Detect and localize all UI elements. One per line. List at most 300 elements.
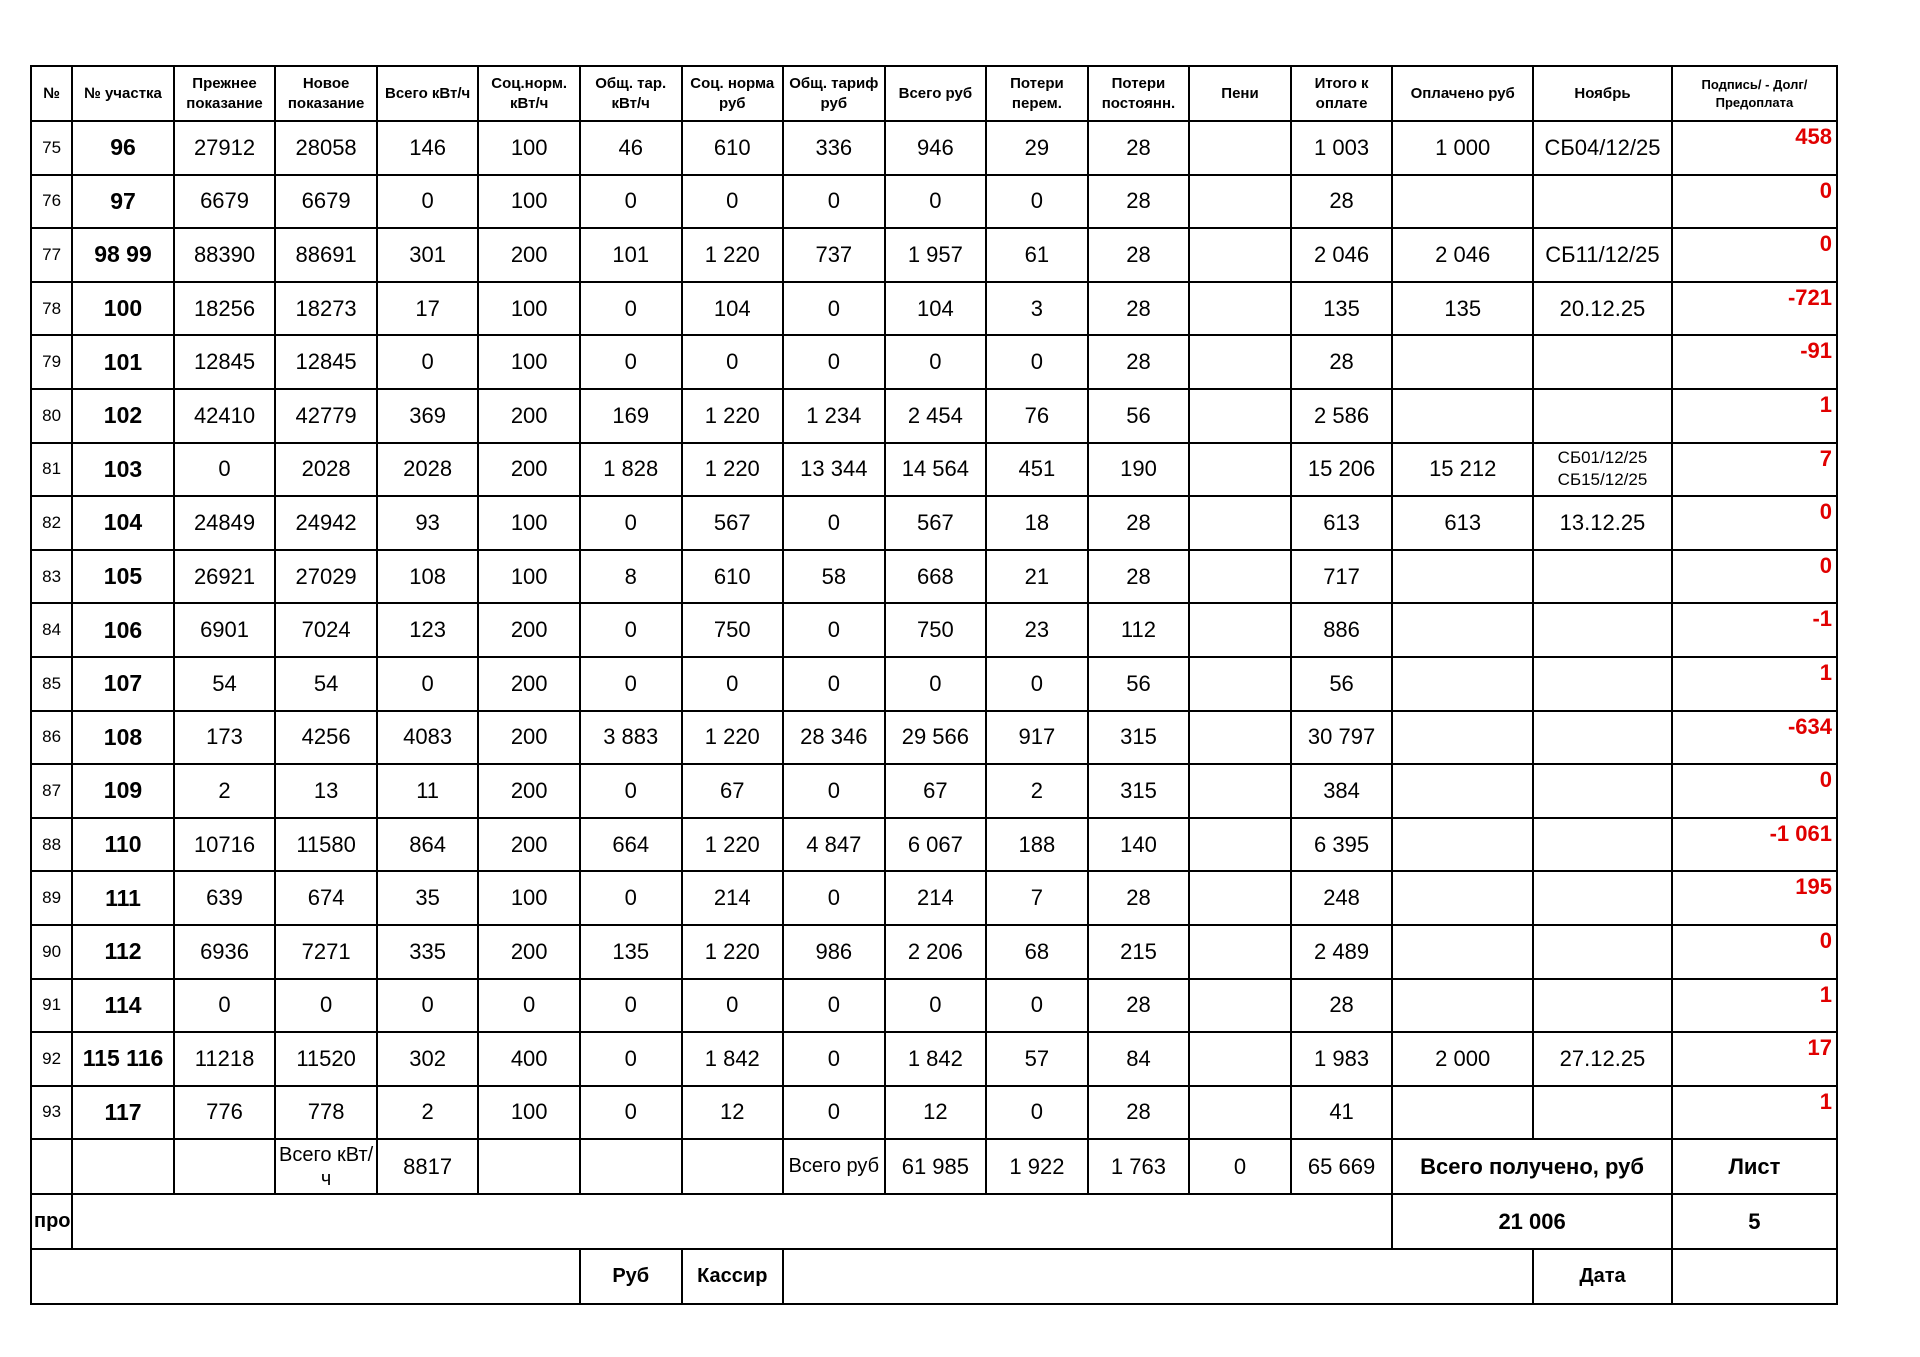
cell-total-kwh: 864 xyxy=(377,818,479,872)
cell-loss-var: 76 xyxy=(986,389,1088,443)
cell-soc-norm-rub: 1 842 xyxy=(682,1032,784,1086)
table-row xyxy=(31,335,1837,389)
cell-loss-const: 28 xyxy=(1088,979,1190,1033)
cell-paid: 135 xyxy=(1392,282,1533,336)
cell-gen-tar-kwh: 0 xyxy=(580,603,682,657)
cell-prev: 88390 xyxy=(174,228,276,282)
cell-total-rub: 668 xyxy=(885,550,987,604)
cell-gen-tar-kwh: 1 828 xyxy=(580,443,682,497)
cell-soc-norm-kwh: 100 xyxy=(478,496,580,550)
cell-gen-tar-kwh: 0 xyxy=(580,282,682,336)
cell-loss-const: 56 xyxy=(1088,389,1190,443)
cell-new: 24942 xyxy=(275,496,377,550)
blank-cell xyxy=(31,1249,580,1304)
cell-new: 13 xyxy=(275,764,377,818)
cell-balance: 195 xyxy=(1672,871,1837,925)
cell-gen-tar-rub: 0 xyxy=(783,335,885,389)
cell-num: 83 xyxy=(31,550,72,604)
cell-paid xyxy=(1392,335,1533,389)
cell-total-kwh: 146 xyxy=(377,121,479,175)
cell-soc-norm-rub: 1 220 xyxy=(682,925,784,979)
cell-soc-norm-kwh: 200 xyxy=(478,711,580,765)
cell-total-kwh: 335 xyxy=(377,925,479,979)
cell-penalty xyxy=(1189,389,1291,443)
cell-num: 91 xyxy=(31,979,72,1033)
cell-soc-norm-kwh: 100 xyxy=(478,550,580,604)
table-row xyxy=(31,175,1837,229)
totals-empty-cell xyxy=(174,1139,276,1194)
cell-month xyxy=(1533,550,1672,604)
cell-balance: 0 xyxy=(1672,228,1837,282)
cell-gen-tar-rub: 0 xyxy=(783,764,885,818)
cell-loss-var: 21 xyxy=(986,550,1088,604)
table-row xyxy=(31,228,1837,282)
total-rub-label: Всего руб xyxy=(783,1139,885,1194)
cell-to-pay: 28 xyxy=(1291,175,1393,229)
cell-gen-tar-kwh: 0 xyxy=(580,871,682,925)
cell-month xyxy=(1533,1086,1672,1140)
cell-prev: 12845 xyxy=(174,335,276,389)
cell-loss-var: 0 xyxy=(986,979,1088,1033)
cell-balance: 7 xyxy=(1672,443,1837,497)
cell-gen-tar-rub: 0 xyxy=(783,979,885,1033)
totals-empty-cell xyxy=(478,1139,580,1194)
cell-soc-norm-kwh: 200 xyxy=(478,389,580,443)
cell-loss-var: 57 xyxy=(986,1032,1088,1086)
cell-paid xyxy=(1392,925,1533,979)
cell-month xyxy=(1533,979,1672,1033)
col-header-total-rub: Всего руб xyxy=(885,66,987,121)
cell-total-kwh: 2028 xyxy=(377,443,479,497)
cell-total-kwh: 4083 xyxy=(377,711,479,765)
cell-new: 6679 xyxy=(275,175,377,229)
cell-plot: 101 xyxy=(72,335,174,389)
cell-month: 13.12.25 xyxy=(1533,496,1672,550)
cell-num: 81 xyxy=(31,443,72,497)
cell-loss-const: 315 xyxy=(1088,764,1190,818)
col-header-loss-var: Потери перем. xyxy=(986,66,1088,121)
totals-empty-cell xyxy=(580,1139,682,1194)
totals-row xyxy=(31,1139,1837,1194)
cell-new: 4256 xyxy=(275,711,377,765)
cell-soc-norm-kwh: 400 xyxy=(478,1032,580,1086)
cell-balance: 1 xyxy=(1672,1086,1837,1140)
cell-total-rub: 0 xyxy=(885,335,987,389)
cell-paid: 2 046 xyxy=(1392,228,1533,282)
cell-gen-tar-rub: 986 xyxy=(783,925,885,979)
cell-gen-tar-rub: 0 xyxy=(783,1032,885,1086)
cell-gen-tar-kwh: 0 xyxy=(580,657,682,711)
cell-loss-const: 215 xyxy=(1088,925,1190,979)
cell-total-rub: 567 xyxy=(885,496,987,550)
cell-penalty xyxy=(1189,1032,1291,1086)
cell-to-pay: 15 206 xyxy=(1291,443,1393,497)
cell-soc-norm-kwh: 200 xyxy=(478,603,580,657)
total-received-value: 21 006 xyxy=(1392,1194,1672,1249)
cell-new: 27029 xyxy=(275,550,377,604)
cell-total-rub: 6 067 xyxy=(885,818,987,872)
cell-soc-norm-rub: 1 220 xyxy=(682,228,784,282)
cell-total-rub: 104 xyxy=(885,282,987,336)
cell-plot: 114 xyxy=(72,979,174,1033)
cell-gen-tar-kwh: 0 xyxy=(580,335,682,389)
cell-loss-const: 84 xyxy=(1088,1032,1190,1086)
clipped-label: про xyxy=(31,1194,72,1249)
cell-total-rub: 12 xyxy=(885,1086,987,1140)
cell-soc-norm-kwh: 200 xyxy=(478,925,580,979)
cell-to-pay: 30 797 xyxy=(1291,711,1393,765)
table-row xyxy=(31,818,1837,872)
cell-plot: 97 xyxy=(72,175,174,229)
table-row xyxy=(31,282,1837,336)
cell-month xyxy=(1533,925,1672,979)
rub-label: Руб xyxy=(580,1249,682,1304)
cell-gen-tar-kwh: 0 xyxy=(580,764,682,818)
cell-num: 80 xyxy=(31,389,72,443)
cell-balance: 0 xyxy=(1672,496,1837,550)
col-header-paid: Оплачено руб xyxy=(1392,66,1533,121)
cell-total-rub: 14 564 xyxy=(885,443,987,497)
cell-prev: 10716 xyxy=(174,818,276,872)
cell-loss-var: 7 xyxy=(986,871,1088,925)
cell-paid xyxy=(1392,389,1533,443)
cell-loss-const: 28 xyxy=(1088,1086,1190,1140)
cell-month xyxy=(1533,818,1672,872)
cell-total-rub: 946 xyxy=(885,121,987,175)
cell-balance: 0 xyxy=(1672,550,1837,604)
total-received-label: Всего получено, руб xyxy=(1392,1139,1672,1194)
col-header-month: Ноябрь xyxy=(1533,66,1672,121)
cell-balance: -91 xyxy=(1672,335,1837,389)
table-row xyxy=(31,925,1837,979)
cell-loss-var: 917 xyxy=(986,711,1088,765)
cell-gen-tar-rub: 336 xyxy=(783,121,885,175)
cell-gen-tar-kwh: 0 xyxy=(580,979,682,1033)
cell-soc-norm-rub: 1 220 xyxy=(682,389,784,443)
cell-new: 7271 xyxy=(275,925,377,979)
cell-penalty xyxy=(1189,335,1291,389)
col-header-gen-tar-rub: Общ. тариф руб xyxy=(783,66,885,121)
cell-soc-norm-kwh: 0 xyxy=(478,979,580,1033)
cell-total-rub: 2 454 xyxy=(885,389,987,443)
cell-new: 12845 xyxy=(275,335,377,389)
cell-month xyxy=(1533,603,1672,657)
cell-soc-norm-rub: 1 220 xyxy=(682,443,784,497)
cell-gen-tar-kwh: 169 xyxy=(580,389,682,443)
cell-balance: 1 xyxy=(1672,389,1837,443)
cell-penalty xyxy=(1189,282,1291,336)
cell-gen-tar-rub: 58 xyxy=(783,550,885,604)
cell-soc-norm-rub: 0 xyxy=(682,335,784,389)
cell-total-kwh: 0 xyxy=(377,657,479,711)
table-row xyxy=(31,979,1837,1033)
cell-soc-norm-kwh: 100 xyxy=(478,871,580,925)
cell-soc-norm-kwh: 200 xyxy=(478,443,580,497)
cell-gen-tar-kwh: 101 xyxy=(580,228,682,282)
cell-paid: 613 xyxy=(1392,496,1533,550)
cell-total-kwh: 0 xyxy=(377,335,479,389)
cell-plot: 109 xyxy=(72,764,174,818)
cell-paid xyxy=(1392,818,1533,872)
cell-to-pay: 28 xyxy=(1291,979,1393,1033)
cell-gen-tar-kwh: 8 xyxy=(580,550,682,604)
table-row xyxy=(31,550,1837,604)
cell-total-kwh: 35 xyxy=(377,871,479,925)
cashier-signature-field xyxy=(783,1249,1533,1304)
cell-prev: 639 xyxy=(174,871,276,925)
cell-penalty xyxy=(1189,175,1291,229)
table-body xyxy=(31,121,1837,1139)
cell-to-pay: 717 xyxy=(1291,550,1393,604)
total-kwh-value: 8817 xyxy=(377,1139,479,1194)
cell-total-kwh: 0 xyxy=(377,175,479,229)
cell-soc-norm-rub: 610 xyxy=(682,121,784,175)
cell-to-pay: 41 xyxy=(1291,1086,1393,1140)
cell-new: 28058 xyxy=(275,121,377,175)
cell-balance: 458 xyxy=(1672,121,1837,175)
cell-num: 87 xyxy=(31,764,72,818)
cell-penalty xyxy=(1189,550,1291,604)
cell-balance: 0 xyxy=(1672,764,1837,818)
cell-loss-var: 61 xyxy=(986,228,1088,282)
cell-loss-var: 29 xyxy=(986,121,1088,175)
cell-loss-var: 0 xyxy=(986,175,1088,229)
cell-paid xyxy=(1392,1086,1533,1140)
col-header-soc-norm-kwh: Соц.норм. кВт/ч xyxy=(478,66,580,121)
cell-soc-norm-rub: 104 xyxy=(682,282,784,336)
cell-loss-const: 28 xyxy=(1088,175,1190,229)
cell-plot: 102 xyxy=(72,389,174,443)
cell-soc-norm-kwh: 100 xyxy=(478,175,580,229)
cell-paid xyxy=(1392,603,1533,657)
cell-num: 85 xyxy=(31,657,72,711)
cell-new: 7024 xyxy=(275,603,377,657)
cell-month: 27.12.25 xyxy=(1533,1032,1672,1086)
totals-empty-cell xyxy=(72,1139,174,1194)
cell-soc-norm-rub: 567 xyxy=(682,496,784,550)
totals-empty-cell xyxy=(31,1139,72,1194)
table-row xyxy=(31,603,1837,657)
cell-num: 75 xyxy=(31,121,72,175)
cell-soc-norm-kwh: 200 xyxy=(478,818,580,872)
cell-total-kwh: 301 xyxy=(377,228,479,282)
cell-soc-norm-rub: 214 xyxy=(682,871,784,925)
sheet-label: Лист xyxy=(1672,1139,1837,1194)
cell-gen-tar-rub: 737 xyxy=(783,228,885,282)
cell-prev: 173 xyxy=(174,711,276,765)
table-row xyxy=(31,764,1837,818)
cell-num: 76 xyxy=(31,175,72,229)
cell-total-rub: 0 xyxy=(885,657,987,711)
cell-gen-tar-rub: 0 xyxy=(783,282,885,336)
cell-penalty xyxy=(1189,603,1291,657)
cell-gen-tar-rub: 0 xyxy=(783,1086,885,1140)
cell-total-rub: 29 566 xyxy=(885,711,987,765)
cell-month: 20.12.25 xyxy=(1533,282,1672,336)
cell-soc-norm-kwh: 200 xyxy=(478,764,580,818)
cell-balance: 1 xyxy=(1672,979,1837,1033)
cell-penalty xyxy=(1189,657,1291,711)
cell-gen-tar-kwh: 135 xyxy=(580,925,682,979)
cell-paid xyxy=(1392,657,1533,711)
cell-paid: 2 000 xyxy=(1392,1032,1533,1086)
cell-to-pay: 1 983 xyxy=(1291,1032,1393,1086)
cell-plot: 106 xyxy=(72,603,174,657)
cell-penalty xyxy=(1189,496,1291,550)
cell-paid xyxy=(1392,175,1533,229)
cell-soc-norm-kwh: 100 xyxy=(478,335,580,389)
cell-loss-var: 188 xyxy=(986,818,1088,872)
cell-gen-tar-kwh: 664 xyxy=(580,818,682,872)
cell-gen-tar-rub: 0 xyxy=(783,603,885,657)
cell-prev: 0 xyxy=(174,443,276,497)
cell-paid: 1 000 xyxy=(1392,121,1533,175)
cell-plot: 100 xyxy=(72,282,174,336)
cell-num: 77 xyxy=(31,228,72,282)
cell-loss-var: 68 xyxy=(986,925,1088,979)
table-row xyxy=(31,871,1837,925)
cell-prev: 0 xyxy=(174,979,276,1033)
cell-gen-tar-rub: 1 234 xyxy=(783,389,885,443)
cell-balance: -721 xyxy=(1672,282,1837,336)
cell-penalty xyxy=(1189,818,1291,872)
header-row xyxy=(31,66,1837,121)
cell-total-kwh: 17 xyxy=(377,282,479,336)
cell-plot: 103 xyxy=(72,443,174,497)
cell-month xyxy=(1533,175,1672,229)
cell-total-kwh: 369 xyxy=(377,389,479,443)
cell-penalty xyxy=(1189,711,1291,765)
cell-soc-norm-rub: 1 220 xyxy=(682,818,784,872)
cell-gen-tar-kwh: 0 xyxy=(580,1032,682,1086)
cell-soc-norm-rub: 0 xyxy=(682,175,784,229)
cell-num: 93 xyxy=(31,1086,72,1140)
table-row xyxy=(31,443,1837,497)
cell-balance: 0 xyxy=(1672,925,1837,979)
total-rub-value: 61 985 xyxy=(885,1139,987,1194)
cell-num: 82 xyxy=(31,496,72,550)
cell-num: 88 xyxy=(31,818,72,872)
cell-total-kwh: 2 xyxy=(377,1086,479,1140)
cell-balance: 17 xyxy=(1672,1032,1837,1086)
cell-balance: -634 xyxy=(1672,711,1837,765)
cell-num: 92 xyxy=(31,1032,72,1086)
date-field xyxy=(1672,1249,1837,1304)
cell-gen-tar-kwh: 0 xyxy=(580,1086,682,1140)
cell-penalty xyxy=(1189,764,1291,818)
cell-new: 11580 xyxy=(275,818,377,872)
total-to-pay: 65 669 xyxy=(1291,1139,1393,1194)
col-header-new: Новое показание xyxy=(275,66,377,121)
cell-balance: 1 xyxy=(1672,657,1837,711)
cell-num: 90 xyxy=(31,925,72,979)
cell-soc-norm-kwh: 200 xyxy=(478,228,580,282)
table-row xyxy=(31,496,1837,550)
col-header-soc-norm-rub: Соц. норма руб xyxy=(682,66,784,121)
cell-total-rub: 67 xyxy=(885,764,987,818)
cell-soc-norm-kwh: 200 xyxy=(478,657,580,711)
cell-paid xyxy=(1392,979,1533,1033)
cell-loss-var: 23 xyxy=(986,603,1088,657)
cell-penalty xyxy=(1189,443,1291,497)
cell-loss-var: 0 xyxy=(986,657,1088,711)
cell-total-rub: 0 xyxy=(885,175,987,229)
col-header-total-kwh: Всего кВт/ч xyxy=(377,66,479,121)
cell-loss-const: 28 xyxy=(1088,282,1190,336)
signature-row xyxy=(31,1249,1837,1304)
col-header-plot: № участка xyxy=(72,66,174,121)
cell-loss-var: 2 xyxy=(986,764,1088,818)
cell-balance: -1 xyxy=(1672,603,1837,657)
cell-loss-const: 56 xyxy=(1088,657,1190,711)
cell-to-pay: 2 586 xyxy=(1291,389,1393,443)
cell-gen-tar-rub: 0 xyxy=(783,496,885,550)
cell-month xyxy=(1533,389,1672,443)
sheet-number: 5 xyxy=(1672,1194,1837,1249)
cell-plot: 98 99 xyxy=(72,228,174,282)
cell-gen-tar-kwh: 3 883 xyxy=(580,711,682,765)
cell-to-pay: 6 395 xyxy=(1291,818,1393,872)
cell-prev: 6679 xyxy=(174,175,276,229)
cell-month xyxy=(1533,335,1672,389)
cell-new: 674 xyxy=(275,871,377,925)
cell-paid xyxy=(1392,871,1533,925)
cell-penalty xyxy=(1189,979,1291,1033)
cell-prev: 18256 xyxy=(174,282,276,336)
col-header-gen-tar-kwh: Общ. тар. кВт/ч xyxy=(580,66,682,121)
cell-month: СБ01/12/25 СБ15/12/25 xyxy=(1533,443,1672,497)
total-loss-const: 1 763 xyxy=(1088,1139,1190,1194)
cell-month xyxy=(1533,764,1672,818)
cell-plot: 110 xyxy=(72,818,174,872)
cell-total-kwh: 11 xyxy=(377,764,479,818)
cell-num: 84 xyxy=(31,603,72,657)
cell-loss-const: 28 xyxy=(1088,496,1190,550)
cell-new: 88691 xyxy=(275,228,377,282)
cell-gen-tar-rub: 0 xyxy=(783,871,885,925)
cell-plot: 105 xyxy=(72,550,174,604)
cell-prev: 11218 xyxy=(174,1032,276,1086)
cell-loss-const: 190 xyxy=(1088,443,1190,497)
table-row xyxy=(31,1032,1837,1086)
cell-gen-tar-kwh: 0 xyxy=(580,496,682,550)
cell-to-pay: 886 xyxy=(1291,603,1393,657)
cell-plot: 104 xyxy=(72,496,174,550)
cell-penalty xyxy=(1189,121,1291,175)
cell-to-pay: 2 489 xyxy=(1291,925,1393,979)
cell-num: 89 xyxy=(31,871,72,925)
cell-gen-tar-rub: 28 346 xyxy=(783,711,885,765)
cell-total-kwh: 93 xyxy=(377,496,479,550)
cell-soc-norm-rub: 0 xyxy=(682,657,784,711)
cell-soc-norm-rub: 0 xyxy=(682,979,784,1033)
table-row xyxy=(31,389,1837,443)
cell-gen-tar-kwh: 46 xyxy=(580,121,682,175)
cell-total-kwh: 123 xyxy=(377,603,479,657)
total-penalty: 0 xyxy=(1189,1139,1291,1194)
cell-balance: -1 061 xyxy=(1672,818,1837,872)
cell-new: 18273 xyxy=(275,282,377,336)
cell-new: 2028 xyxy=(275,443,377,497)
totals-empty-cell xyxy=(682,1139,784,1194)
cell-to-pay: 384 xyxy=(1291,764,1393,818)
cell-total-rub: 1 957 xyxy=(885,228,987,282)
cell-loss-var: 0 xyxy=(986,335,1088,389)
cell-gen-tar-rub: 4 847 xyxy=(783,818,885,872)
cell-total-kwh: 108 xyxy=(377,550,479,604)
cell-soc-norm-kwh: 100 xyxy=(478,121,580,175)
cell-prev: 24849 xyxy=(174,496,276,550)
